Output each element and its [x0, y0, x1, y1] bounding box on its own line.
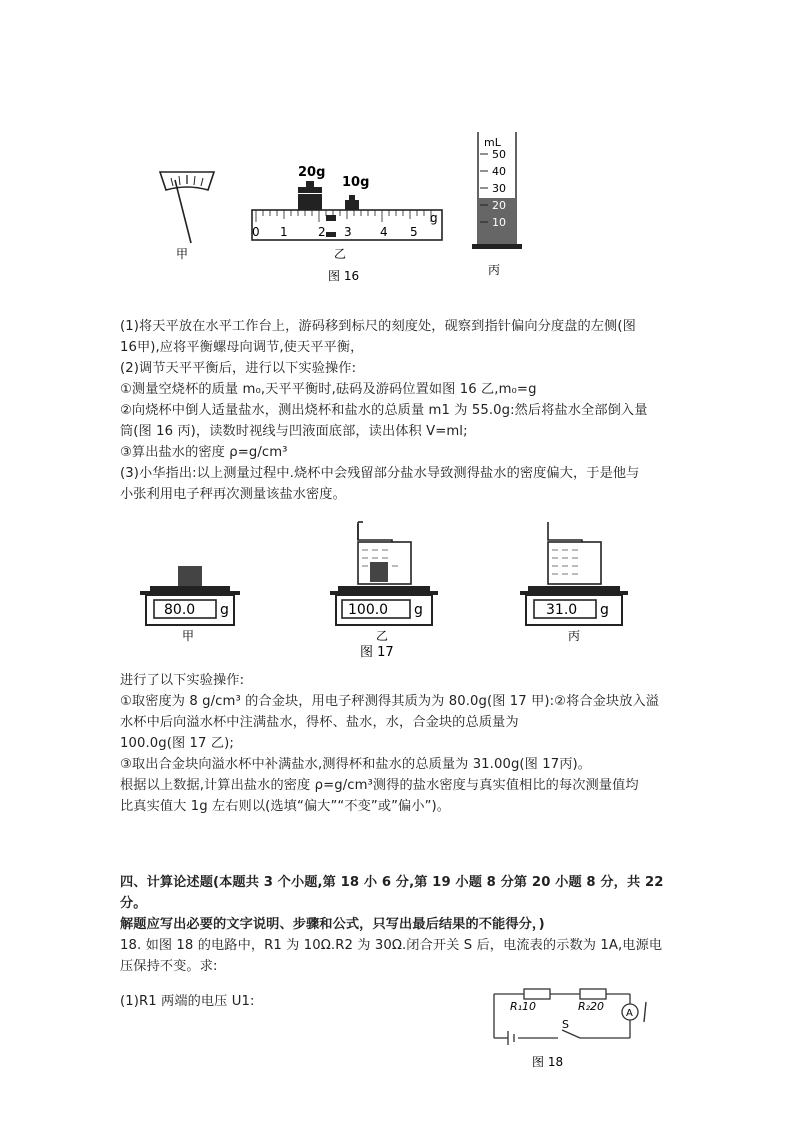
question-part-2 — [120, 670, 680, 817]
fig16-caption: 图 16 — [328, 269, 360, 283]
cylinder-unit: mL — [484, 136, 501, 149]
scale-reading-bing: 31.0 — [546, 602, 578, 618]
cylinder-tick-10: 10 — [492, 216, 506, 229]
text-line: ①测量空烧杯的质量 m₀,天平平衡时,砝码及游码位置如图 16 乙,m₀=g — [120, 382, 537, 397]
section-4 — [120, 872, 680, 977]
text-line: ③取出合金块向溢水杯中补满盐水,测得杯和盐水的总质量为 31.00g(图 17丙)。 — [120, 757, 592, 772]
ruler-tick-2: 2 — [318, 225, 326, 239]
text-line: 小张利用电子秤再次测量该盐水密度。 — [120, 487, 346, 502]
ruler-tick-g: g — [430, 211, 438, 225]
ruler-tick-1: 1 — [280, 225, 288, 239]
ruler-tick-5: 5 — [410, 225, 418, 239]
text-line: ②向烧杯中倒人适量盐水，测出烧杯和盐水的总质量 m1 为 55.0g:然后将盐水全部倒入量 — [120, 403, 648, 418]
switch-label: S — [562, 1018, 569, 1031]
r2-label: R₂20 — [578, 1000, 605, 1013]
question-18-sub-1: (1)R1 两端的电压 U1: — [120, 994, 255, 1009]
r1-label: R₁10 — [510, 1000, 537, 1013]
cylinder-tick-30: 30 — [492, 182, 506, 195]
fig16-label-bing: 丙 — [488, 263, 501, 277]
scale-reading-jia: 80.0 — [164, 602, 196, 618]
ammeter-label: A — [626, 1008, 633, 1019]
fig16-label-jia: 甲 — [176, 247, 189, 261]
fig18-caption: 图 18 — [532, 1055, 564, 1069]
scale-reading-yi: 100.0 — [348, 602, 389, 618]
cylinder-tick-50: 50 — [492, 148, 506, 161]
fig17-label-yi: 乙 — [376, 629, 389, 643]
fig17-label-jia: 甲 — [182, 629, 195, 643]
scale-unit-bing: g — [600, 602, 609, 618]
text-line: 进行了以下实验操作: — [120, 673, 245, 688]
text-line: 水杯中后向溢水杯中注满盐水，得杯、盐水，水，合金块的总质量为 — [120, 715, 519, 730]
ruler-tick-4: 4 — [380, 225, 388, 239]
weight-10g-label: 10g — [342, 175, 370, 190]
fig17-label-bing: 丙 — [568, 629, 581, 643]
balance-dial-diagram — [160, 172, 214, 243]
section-heading: 四、计算论述题(本题共 3 个小题,第 18 小 6 分,第 19 小题 8 分第 20 小题 8 分，共 22 分。 — [120, 875, 664, 911]
ruler-tick-3: 3 — [344, 225, 352, 239]
weight-20g — [298, 181, 322, 210]
figure-16 — [118, 128, 538, 288]
question-18-text: 压保持不变。求: — [120, 959, 218, 974]
text-line: (2)调节天平平衡后，进行以下实验操作: — [120, 361, 357, 376]
text-line: 筒(图 16 丙)，读数时视线与凹液面底部，读出体积 V=ml; — [120, 424, 468, 439]
weight-10g — [345, 195, 359, 210]
cylinder-tick-20: 20 — [492, 199, 506, 212]
cylinder-tick-40: 40 — [492, 165, 506, 178]
ruler-tick-0: 0 — [252, 225, 260, 239]
weight-20g-label: 20g — [298, 165, 326, 180]
text-line: ③算出盐水的密度 ρ=g/cm³ — [120, 445, 288, 460]
text-line: 16甲),应将平衡螺母向调节,使天平平衡， — [120, 340, 364, 355]
figure-17 — [140, 514, 640, 664]
fig17-caption: 图 17 — [360, 645, 394, 660]
question-part-1 — [120, 316, 680, 505]
scale-unit-yi: g — [414, 602, 423, 618]
question-18-text: 18. 如图 18 的电路中，R1 为 10Ω.R2 为 30Ω.闭合开关 S 后，电流表的示数为 1A,电源电 — [120, 938, 663, 953]
balance-pointer — [175, 180, 191, 243]
fig16-label-yi: 乙 — [334, 247, 347, 261]
text-line: 比真实值大 1g 左右则以(选填“偏大”“不变”或”偏小”)。 — [120, 799, 451, 814]
figure-18-circuit — [470, 976, 670, 1076]
section-heading-note: 解题应写出必要的文字说明、步骤和公式，只写出最后结果的不能得分，) — [120, 917, 545, 932]
text-line: (3)小华指出:以上测量过程中.烧杯中会残留部分盐水导致测得盐水的密度偏大，于是他与 — [120, 466, 640, 481]
rider-marker — [326, 215, 336, 221]
text-line: 100.0g(图 17 乙); — [120, 736, 234, 751]
text-line: 根据以上数据,计算出盐水的密度 ρ=g/cm³测得的盐水密度与真实值相比的每次测量值均 — [120, 778, 639, 793]
scale-unit-jia: g — [220, 602, 229, 618]
text-line: ①取密度为 8 g/cm³ 的合金块，用电子秤测得其质为为 80.0g(图 17 甲):②将合金块放入溢 — [120, 694, 660, 709]
text-line: (1)将天平放在水平工作台上，游码移到标尺的刻度处，砚察到指针偏向分度盘的左侧(图 — [120, 319, 636, 334]
